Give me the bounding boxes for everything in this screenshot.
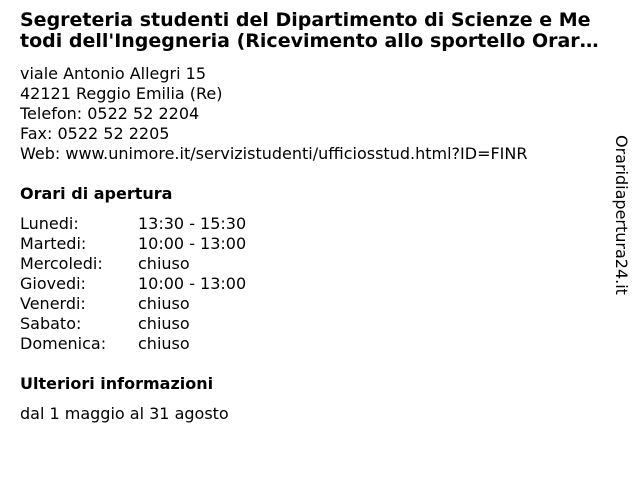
street-address: viale Antonio Allegri 15 [20,64,207,83]
phone-number: Telefon: 0522 52 2204 [20,104,200,123]
page-title [20,10,610,52]
day-label: Sabato: [20,314,82,333]
website-link[interactable]: Web: www.unimore.it/servizistudenti/ufficiosstud.html?ID=FINR [20,144,528,163]
opening-hours-heading: Orari di apertura [20,184,173,203]
day-label: Giovedi: [20,274,86,293]
day-label: Mercoledi: [20,254,103,273]
additional-info-heading: Ulteriori informazioni [20,374,214,393]
hours-row-wednesday [20,254,610,274]
office-card [20,10,610,424]
hours-row-tuesday [20,234,610,254]
hours-row-monday [20,214,610,234]
title-line-1: Segreteria studenti del Dipartimento di Scienze e Me [20,10,591,31]
site-brand-label: Oraridiapertura24.it [612,135,631,295]
time-value: chiuso [138,294,190,313]
day-label: Domenica: [20,334,107,353]
additional-info-text: dal 1 maggio al 31 agosto [20,404,229,423]
hours-row-sunday [20,334,610,354]
city-address: 42121 Reggio Emilia (Re) [20,84,223,103]
day-label: Lunedi: [20,214,79,233]
fax-number: Fax: 0522 52 2205 [20,124,170,143]
hours-row-friday [20,294,610,314]
time-value: chiuso [138,334,190,353]
time-value: chiuso [138,254,190,273]
time-value: 10:00 - 13:00 [138,234,247,253]
time-value: 13:30 - 15:30 [138,214,247,233]
opening-hours-table [20,214,610,354]
day-label: Martedi: [20,234,87,253]
hours-row-thursday [20,274,610,294]
day-label: Venerdi: [20,294,86,313]
title-line-2: todi dell'Ingegneria (Ricevimento allo sportello Orar… [20,31,599,52]
hours-row-saturday [20,314,610,334]
address-block [20,64,610,164]
time-value: 10:00 - 13:00 [138,274,247,293]
time-value: chiuso [138,314,190,333]
